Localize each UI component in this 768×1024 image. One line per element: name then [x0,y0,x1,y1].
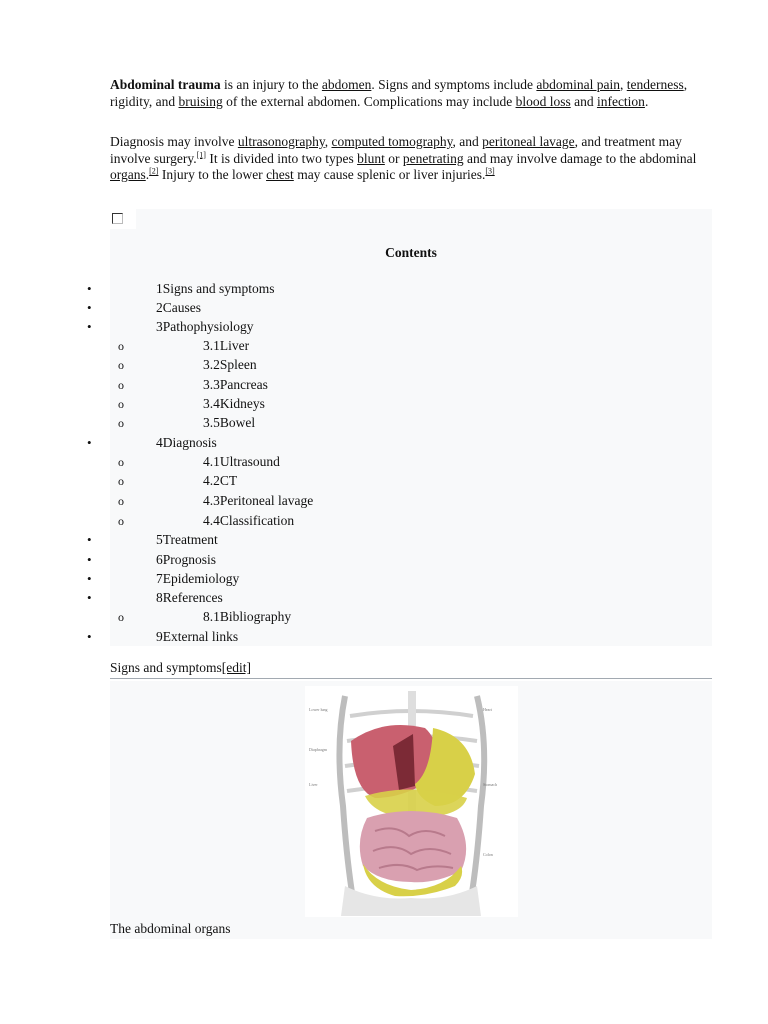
toc-number: 3.1 [203,338,220,353]
toc-toggle[interactable] [110,209,136,229]
intro-paragraph-1 [110,77,710,110]
toc-item-label [203,338,249,355]
table-of-contents [87,209,712,646]
link-computed-tomography[interactable]: computed tomography [331,134,453,149]
toc-item-label [156,435,217,452]
sub-bullet-icon: o [118,358,124,372]
link-organs[interactable]: organs [110,167,146,182]
sub-bullet-icon: o [118,397,124,411]
sub-bullet-icon: o [118,474,124,488]
bullet-icon: • [87,319,92,334]
citation-link[interactable]: [2] [149,166,159,176]
toc-text: Epidemiology [162,571,240,586]
toc-text: Classification [219,513,295,528]
toc-number: 7 [156,571,163,586]
toc-text: Pancreas [219,377,268,392]
toc-item-label [203,609,291,626]
toc-item-label [156,590,223,607]
citation-sup [197,150,206,159]
link-blunt[interactable]: blunt [357,150,385,166]
bullet-icon: • [87,281,92,296]
toc-number: 4.2 [203,473,220,488]
toc-number: 9 [156,629,163,644]
text-run: , and [452,134,483,149]
toc-item-label [156,319,254,336]
figure [110,681,712,939]
citation-link[interactable]: [1] [196,150,206,159]
toc-text: External links [162,629,239,644]
toc-item-label [156,300,201,317]
link-blood-loss[interactable]: blood loss [515,93,571,109]
sub-bullet-icon: o [118,494,124,508]
section-title: Signs and symptoms [110,660,222,675]
link-tenderness[interactable]: tenderness [626,77,684,92]
toc-item-label [156,281,275,298]
toc-text: References [162,590,223,605]
text-run: and [570,93,597,109]
toc-number: 3 [156,319,163,334]
toc-text: Prognosis [162,552,217,567]
link-abdomen[interactable]: abdomen [321,77,372,92]
toc-number: 8.1 [203,609,220,624]
toc-text: Signs and symptoms [162,281,275,296]
toc-item-label [203,396,265,413]
toc-text: Bibliography [219,609,292,624]
toc-number: 3.5 [203,415,220,430]
toc-number: 5 [156,532,163,547]
figure-label: Diaphragm [309,747,327,752]
toc-item-label [156,552,216,569]
text-run: is an injury to the [220,77,322,92]
text-run: . [145,167,150,182]
toc-item-label [203,357,257,374]
figure-label: Liver [309,782,318,787]
toc-text: Pathophysiology [162,319,254,334]
toc-text: Peritoneal lavage [219,493,314,508]
toc-text: Treatment [162,532,218,547]
toc-number: 8 [156,590,163,605]
toc-item-label [156,571,239,588]
toc-item-label [203,473,237,490]
link-penetrating[interactable]: penetrating [402,150,464,166]
toc-item-label [156,629,238,646]
text-run: , [620,77,627,92]
toc-text: Causes [162,300,201,315]
sub-bullet-icon: o [118,455,124,469]
toc-number: 4.4 [203,513,220,528]
abdominal-organs-image [305,686,518,917]
figure-label: Lower lung [309,707,328,712]
text-run: . [644,93,649,109]
link-bruising[interactable]: bruising [178,93,223,109]
figure-caption: The abdominal organs [110,921,231,936]
edit-link[interactable]: [edit] [221,660,252,675]
bullet-icon: • [87,435,92,450]
sub-bullet-icon: o [118,514,124,528]
text-run: and may involve damage to the abdominal [463,150,697,166]
toc-item-label [203,415,255,432]
text-run: , [324,134,332,149]
toc-item-label [156,532,218,549]
text-run: of the external abdomen. Complications may include [222,93,516,109]
figure-label: Colon [483,852,493,857]
text-run: or [384,150,403,166]
link-chest[interactable]: chest [266,167,294,182]
sub-bullet-icon: o [118,416,124,430]
text-run: . Signs and symptoms include [371,77,537,92]
toc-item-label [203,377,268,394]
bullet-icon: • [87,552,92,567]
text-run: Diagnosis may involve [110,134,238,149]
link-ultrasonography[interactable]: ultrasonography [237,134,325,149]
toc-number: 3.4 [203,396,220,411]
figure-label: Heart [483,707,492,712]
text-run: may cause splenic or liver injuries. [293,167,486,182]
toc-text: Kidneys [219,396,265,411]
citation-sup [485,167,494,176]
text-run: , and treatment may involve surgery. [110,134,682,166]
bullet-icon: • [87,571,92,586]
toc-item-label [203,493,313,510]
bullet-icon: • [87,300,92,315]
toc-number: 6 [156,552,163,567]
toc-number: 1 [156,281,163,296]
abdominal-organs-illustration [305,686,518,917]
sub-bullet-icon: o [118,610,124,624]
text-run: , rigidity, and [110,77,688,109]
bullet-icon: • [87,590,92,605]
section-heading [110,660,712,679]
toc-text: Ultrasound [219,454,280,469]
checkbox-icon[interactable] [112,213,123,224]
toc-number: 4 [156,435,163,450]
text-run: Injury to the lower [158,167,267,182]
toc-number: 4.3 [203,493,220,508]
toc-text: Spleen [219,357,257,372]
sub-bullet-icon: o [118,339,124,353]
citation-link[interactable]: [3] [485,166,495,176]
bullet-icon: • [87,532,92,547]
link-abdominal-pain[interactable]: abdominal pain [536,77,620,92]
bullet-icon: • [87,629,92,644]
toc-text: Liver [219,338,250,353]
link-peritoneal-lavage[interactable]: peritoneal lavage [482,134,575,149]
toc-number: 2 [156,300,163,315]
sub-bullet-icon: o [118,378,124,392]
intro-paragraph-2 [110,134,710,184]
toc-number: 3.3 [203,377,220,392]
toc-number: 3.2 [203,357,220,372]
article-subject: Abdominal trauma [110,77,221,92]
figure-label: Stomach [483,782,497,787]
text-run: It is divided into two types [205,150,358,166]
toc-text: Diagnosis [162,435,217,450]
toc-number: 4.1 [203,454,220,469]
toc-title: Contents [385,245,437,260]
toc-item-label [203,513,294,530]
toc-text: Bowel [219,415,256,430]
toc-text: CT [219,473,238,488]
link-infection[interactable]: infection [596,93,645,109]
toc-item-label [203,454,280,471]
